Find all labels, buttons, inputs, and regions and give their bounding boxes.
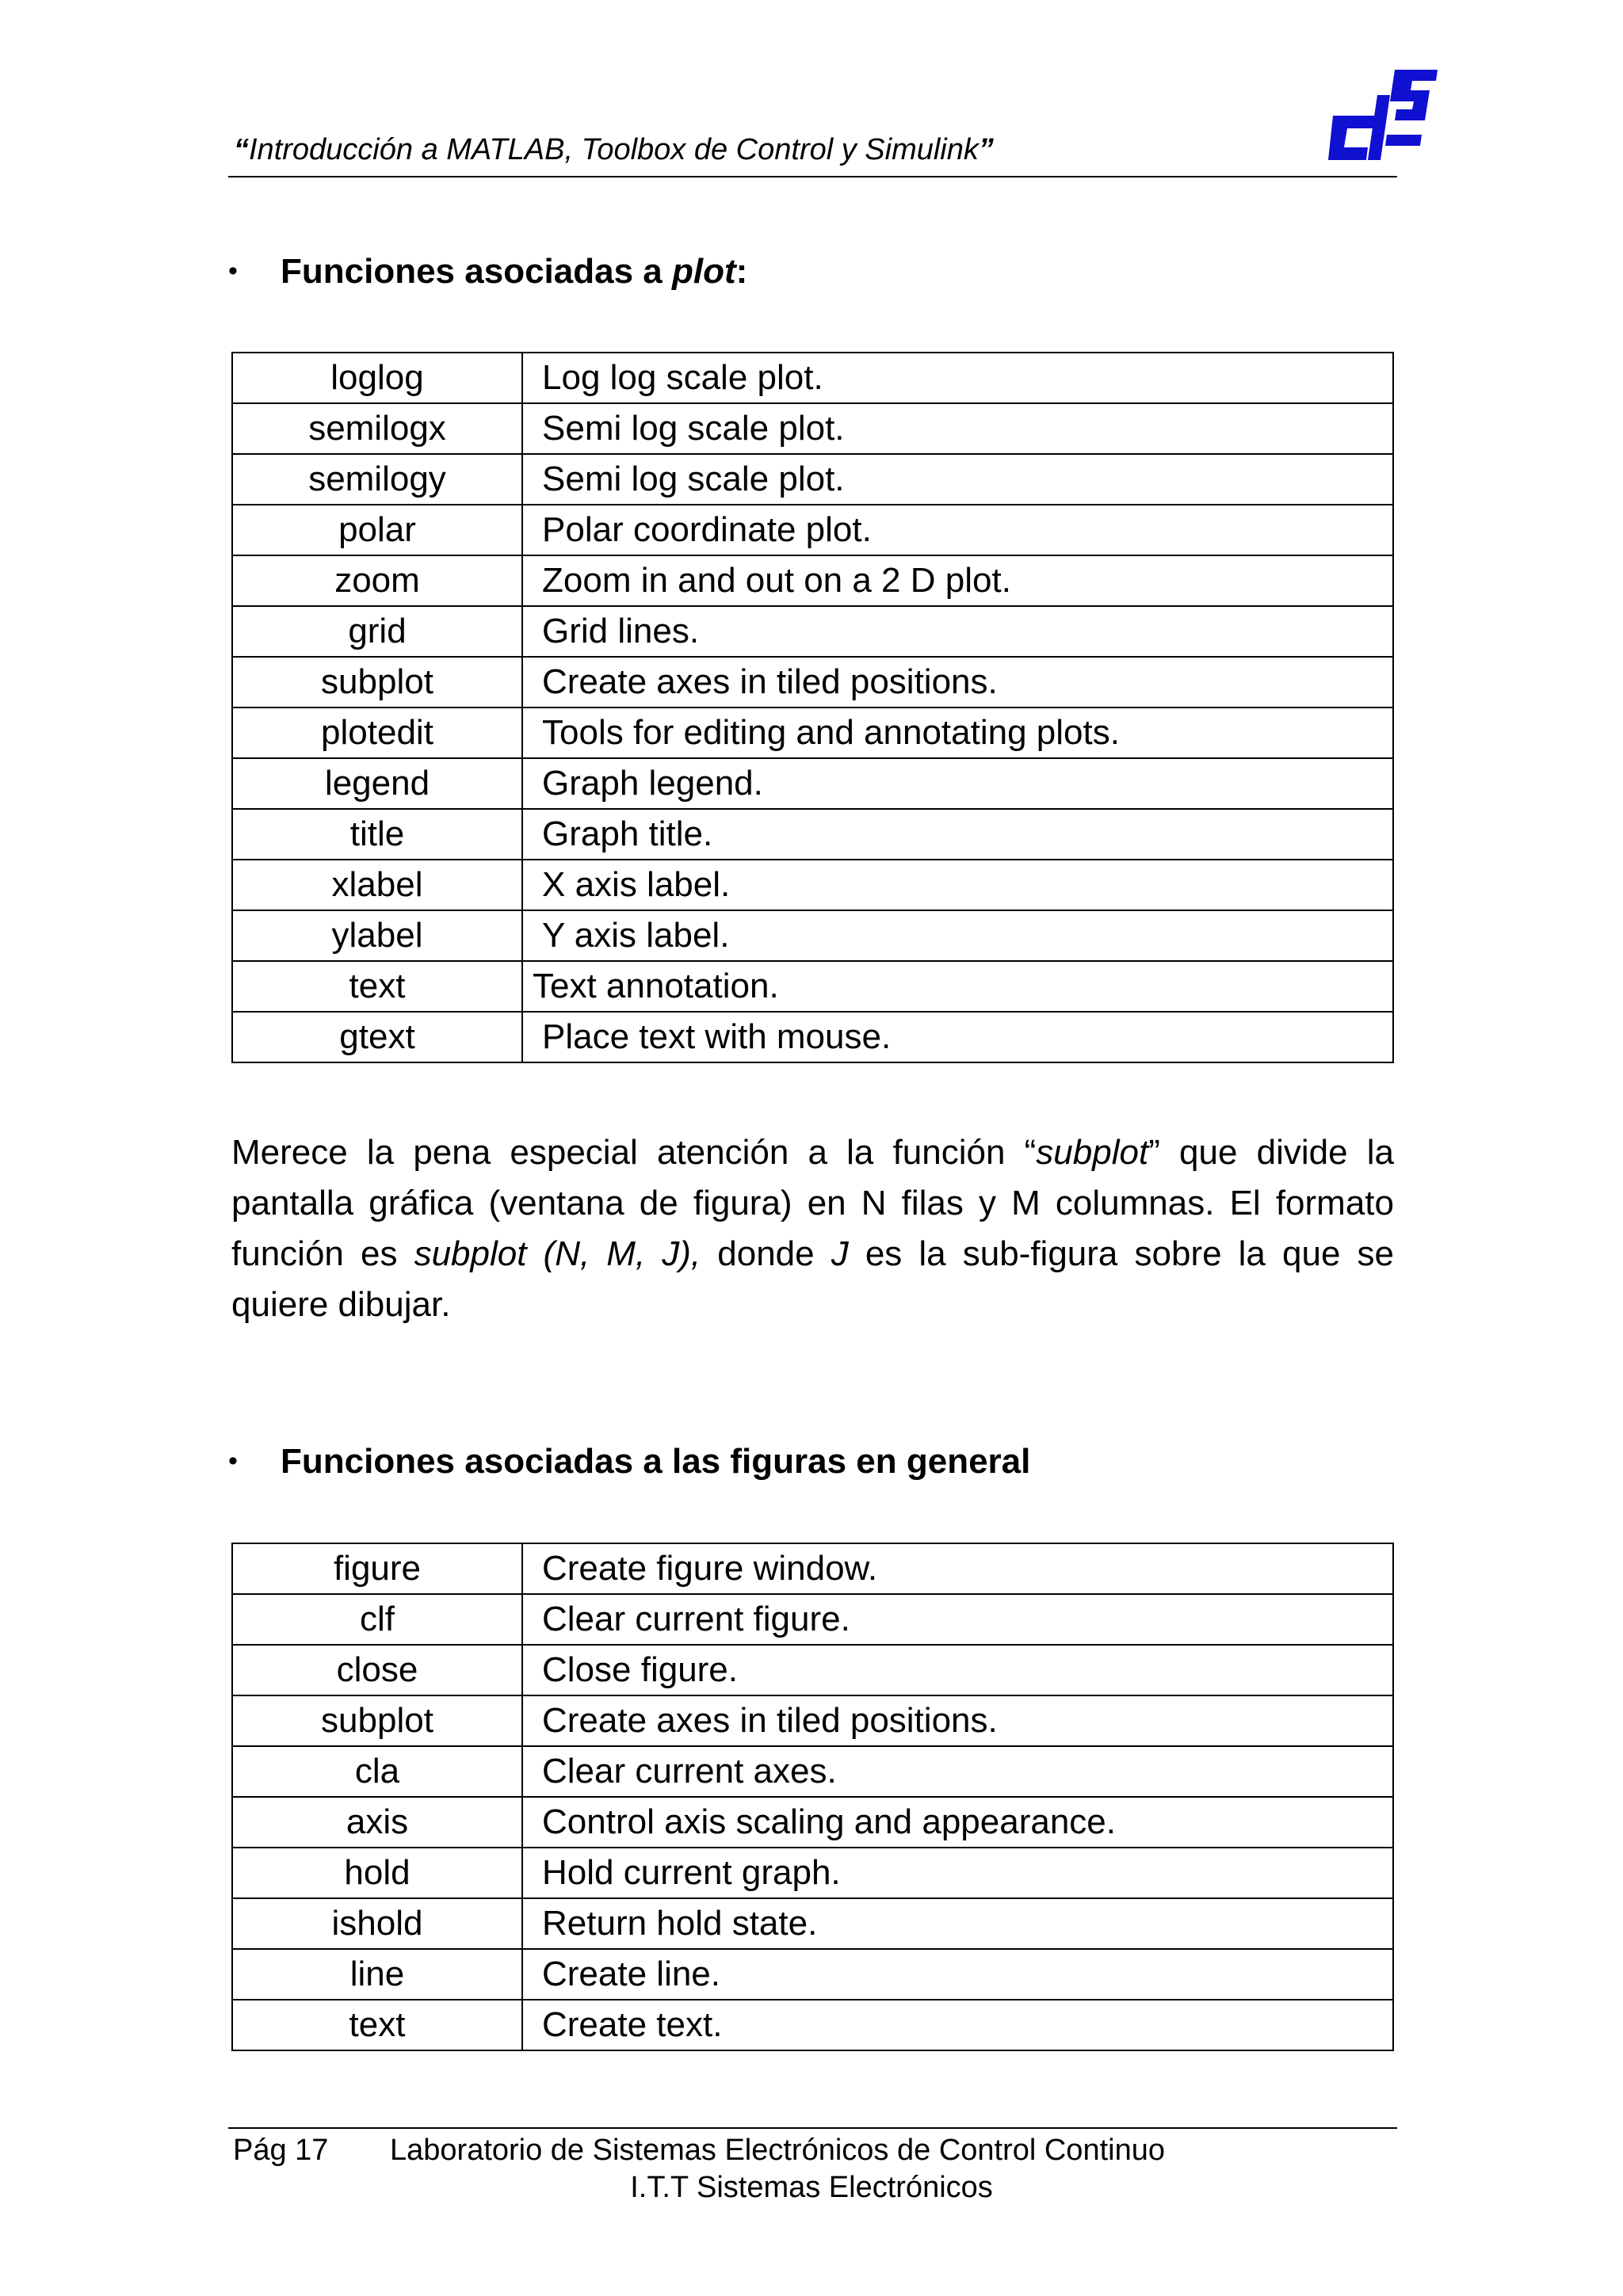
- paragraph-line-2: pantalla gráfica (ventana de figura) en N filas y M columnas. El formato: [231, 1184, 1394, 1222]
- paragraph-line-3: [231, 1229, 1394, 1280]
- function-description-cell: Create axes in tiled positions.: [522, 1695, 1393, 1746]
- table-row: [232, 505, 1393, 555]
- function-description-cell: Text annotation.: [522, 961, 1393, 1012]
- table-row: [232, 860, 1393, 910]
- function-description-cell: Control axis scaling and appearance.: [522, 1797, 1393, 1848]
- paragraph-text: ” que divide la: [1148, 1133, 1394, 1172]
- function-name-cell: ylabel: [232, 910, 522, 961]
- table-row: [232, 1645, 1393, 1695]
- function-description-cell: Zoom in and out on a 2 D plot.: [522, 555, 1393, 606]
- function-name-cell: loglog: [232, 353, 522, 403]
- dee-logo: [1319, 63, 1439, 174]
- footer-divider: [228, 2127, 1397, 2129]
- function-name-cell: title: [232, 809, 522, 860]
- function-description-cell: Semi log scale plot.: [522, 454, 1393, 505]
- table-row: [232, 555, 1393, 606]
- bullet: •: [228, 1446, 238, 1476]
- function-name-cell: figure: [232, 1543, 522, 1594]
- function-description-cell: Tools for editing and annotating plots.: [522, 707, 1393, 758]
- table-row: [232, 657, 1393, 707]
- function-description-cell: Graph legend.: [522, 758, 1393, 809]
- table-row: [232, 961, 1393, 1012]
- paragraph-text: donde: [701, 1234, 831, 1273]
- table-row: [232, 758, 1393, 809]
- function-name-cell: polar: [232, 505, 522, 555]
- function-description-cell: Create axes in tiled positions.: [522, 657, 1393, 707]
- function-description-cell: Place text with mouse.: [522, 1012, 1393, 1062]
- function-name-cell: close: [232, 1645, 522, 1695]
- table-row: [232, 403, 1393, 454]
- function-name-cell: plotedit: [232, 707, 522, 758]
- table-row: [232, 2000, 1393, 2050]
- function-name-cell: subplot: [232, 1695, 522, 1746]
- function-name-cell: subplot: [232, 657, 522, 707]
- table-row: [232, 454, 1393, 505]
- function-description-cell: Close figure.: [522, 1645, 1393, 1695]
- table-row: [232, 910, 1393, 961]
- function-name-cell: semilogy: [232, 454, 522, 505]
- paragraph-line-4: quiere dibujar.: [231, 1285, 451, 1324]
- figure-functions-table: [231, 1543, 1394, 2051]
- table-row: [232, 353, 1393, 403]
- plot-functions-table-body: [232, 353, 1393, 1062]
- paragraph-italic-subplot-signature: subplot (N, M, J),: [414, 1234, 701, 1273]
- table-row: [232, 809, 1393, 860]
- table-row: [232, 1848, 1393, 1898]
- footer-lab-name: Laboratorio de Sistemas Electrónicos de Control Continuo: [390, 2134, 1165, 2167]
- function-description-cell: Clear current figure.: [522, 1594, 1393, 1645]
- function-description-cell: Return hold state.: [522, 1898, 1393, 1949]
- paragraph-text: Merece la pena especial atención a la función “: [231, 1133, 1037, 1172]
- table-row: [232, 1746, 1393, 1797]
- function-description-cell: X axis label.: [522, 860, 1393, 910]
- function-name-cell: semilogx: [232, 403, 522, 454]
- bullet: •: [228, 256, 238, 286]
- subplot-explanation-paragraph: [231, 1127, 1394, 1330]
- header-open-quote: “: [234, 133, 249, 166]
- paragraph-text: es la sub-figura sobre la que se: [848, 1234, 1394, 1273]
- document-header-title: [234, 133, 994, 167]
- function-name-cell: line: [232, 1949, 522, 2000]
- function-description-cell: Semi log scale plot.: [522, 403, 1393, 454]
- function-name-cell: grid: [232, 606, 522, 657]
- function-description-cell: Y axis label.: [522, 910, 1393, 961]
- function-description-cell: Create figure window.: [522, 1543, 1393, 1594]
- heading-text: Funciones asociadas a: [281, 252, 672, 291]
- function-description-cell: Grid lines.: [522, 606, 1393, 657]
- function-description-cell: Clear current axes.: [522, 1746, 1393, 1797]
- section-heading-plot-functions: [228, 252, 747, 292]
- plot-functions-table: [231, 352, 1394, 1063]
- paragraph-line-1: [231, 1127, 1394, 1178]
- function-name-cell: xlabel: [232, 860, 522, 910]
- footer-page-number: Pág 17: [233, 2134, 329, 2167]
- table-row: [232, 1594, 1393, 1645]
- paragraph-italic-j: J: [831, 1234, 849, 1273]
- function-name-cell: axis: [232, 1797, 522, 1848]
- table-row: [232, 1797, 1393, 1848]
- table-row: [232, 1898, 1393, 1949]
- heading-italic-plot: plot: [671, 252, 736, 291]
- function-name-cell: legend: [232, 758, 522, 809]
- table-row: [232, 1012, 1393, 1062]
- paragraph-italic-subplot: subplot: [1036, 1133, 1149, 1172]
- function-name-cell: clf: [232, 1594, 522, 1645]
- function-description-cell: Graph title.: [522, 809, 1393, 860]
- function-description-cell: Log log scale plot.: [522, 353, 1393, 403]
- heading-colon: :: [735, 252, 748, 291]
- function-name-cell: gtext: [232, 1012, 522, 1062]
- function-name-cell: text: [232, 2000, 522, 2050]
- function-description-cell: Hold current graph.: [522, 1848, 1393, 1898]
- table-row: [232, 1695, 1393, 1746]
- function-name-cell: hold: [232, 1848, 522, 1898]
- header-close-quote: ”: [978, 133, 994, 166]
- heading-text: Funciones asociadas a las figuras en general: [281, 1442, 1031, 1481]
- table-row: [232, 707, 1393, 758]
- function-description-cell: Create line.: [522, 1949, 1393, 2000]
- paragraph-text: función es: [231, 1234, 414, 1273]
- header-divider: [228, 176, 1397, 177]
- table-row: [232, 1949, 1393, 2000]
- table-row: [232, 1543, 1393, 1594]
- function-description-cell: Polar coordinate plot.: [522, 505, 1393, 555]
- function-name-cell: cla: [232, 1746, 522, 1797]
- table-row: [232, 606, 1393, 657]
- figure-functions-table-body: [232, 1543, 1393, 2050]
- function-name-cell: text: [232, 961, 522, 1012]
- header-title-text: Introducción a MATLAB, Toolbox de Control y Simulink: [249, 133, 979, 166]
- function-name-cell: zoom: [232, 555, 522, 606]
- function-description-cell: Create text.: [522, 2000, 1393, 2050]
- section-heading-figure-functions: [228, 1442, 1030, 1482]
- function-name-cell: ishold: [232, 1898, 522, 1949]
- footer-department: I.T.T Sistemas Electrónicos: [630, 2171, 993, 2204]
